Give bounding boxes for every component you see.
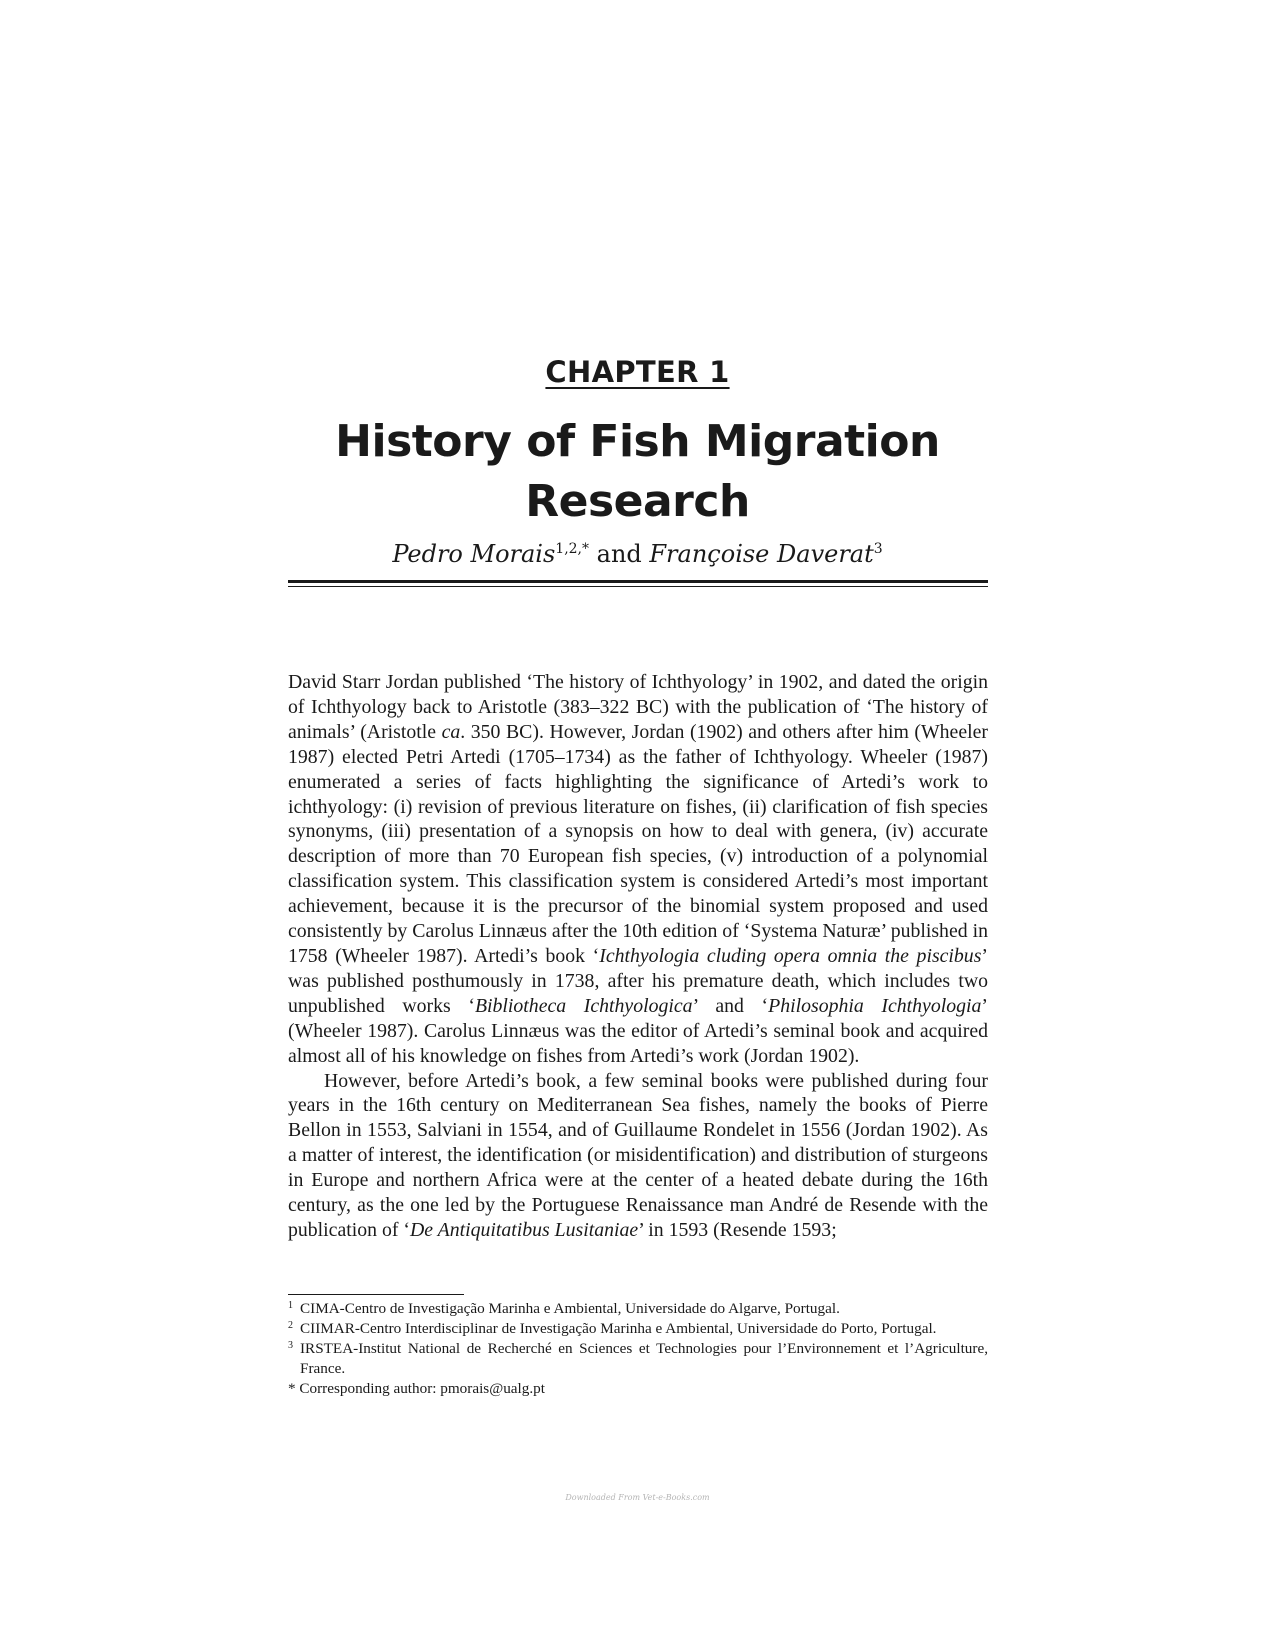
footnote-2-text: CIIMAR-Centro Interdisciplinar de Investigação Marinha e Ambiental, Universidade do Porto, Portugal. — [300, 1320, 937, 1337]
title-rule-thick — [288, 580, 988, 583]
paragraph-2-text-1: However, before Artedi’s book, a few seminal books were published during four years in the 16th century on Mediterranean Sea fishes, namely the books of Pierre Bellon in 1553, Salviani in 1554, and of Guillaume Rondelet in 1556 (Jordan 1902). As a matter of interest, the identification (or misidentification) and distribution of sturgeons in Europe and northern Africa were at the center of a heated debate during the 16th century, as the one led by the Portuguese Renaissance man André de Resende with the publication of ‘ — [288, 1069, 988, 1241]
footnote-1-text: CIMA-Centro de Investigação Marinha e Ambiental, Universidade do Algarve, Portugal. — [300, 1300, 840, 1317]
paragraph-1-italic-1: ca — [441, 720, 461, 743]
footnote-2 — [288, 1319, 988, 1339]
watermark: Downloaded From Vet-e-Books.com — [565, 1493, 710, 1502]
paragraph-1-italic-4: Philosophia Ichthyologia — [768, 994, 982, 1017]
paragraph-2-text-2: ’ in 1593 (Resende 1593; — [638, 1218, 837, 1241]
footnote-2-mark: 2 — [288, 1320, 293, 1331]
paragraph-1-text-2: . 350 BC). However, Jordan (1902) and others after him (Wheeler 1987) elected Petri Artedi (1705–1734) as the father of Ichthyology. Wheeler (1987) enumerated a series of facts highlighting the significance of Artedi’s work to ichthyology: (i) revision of previous literature on fishes, (ii) clarification of fish species synonyms, (iii) presentation of a synopsis on how to deal with genera, (iv) accurate description of more than 70 European fish species, (v) introduction of a polynomial classification system. This classification system is considered Artedi’s most important achievement, because it is the precursor of the binomial system proposed and used consistently by Carolus Linnæus after the 10th edition of ‘Systema Naturæ’ published in 1758 (Wheeler 1987). Artedi’s book ‘ — [288, 720, 988, 967]
footnote-rule — [288, 1294, 464, 1295]
footnotes — [288, 1299, 988, 1399]
author-1-affiliation: 1,2,* — [555, 541, 590, 557]
chapter-title — [0, 412, 1275, 532]
paragraph-1-text-1: David Starr Jordan published ‘The history of Ichthyology’ in 1902, and dated the origin of Ichthyology back to Aristotle (383–322 BC) with the publication of ‘The history of animals’ (Aristotle — [288, 671, 988, 743]
authors — [0, 540, 1275, 568]
author-2-affiliation: 3 — [873, 541, 883, 557]
paragraph-1-text-4: ’ and ‘ — [692, 994, 769, 1017]
paragraph-1-italic-3: Bibliotheca Ichthyologica — [474, 994, 693, 1017]
body-text — [288, 670, 988, 1243]
chapter-label: CHAPTER 1 — [545, 355, 730, 389]
title-rule-thin — [288, 586, 988, 587]
paragraph-1-italic-2: Ichthyologia cluding opera omnia the piscibus — [599, 944, 982, 967]
author-conjunction: and — [589, 540, 650, 568]
footnote-1 — [288, 1299, 988, 1319]
footnote-3 — [288, 1339, 988, 1379]
paragraph-1-text-3: ’ was published posthumously in 1738, after his premature death, which includes two unpublished works ‘ — [288, 944, 988, 1017]
author-1-name: Pedro Morais — [392, 540, 556, 568]
footnote-1-mark: 1 — [288, 1300, 293, 1311]
footnote-3-text: IRSTEA-Institut National de Recherché en Sciences et Technologies pour l’Environnement et l’Agriculture, France. — [300, 1340, 988, 1377]
paragraph-1-text-5: ’ (Wheeler 1987). Carolus Linnæus was the editor of Artedi’s seminal book and acquired almost all of his knowledge on fishes from Artedi’s work (Jordan 1902). — [288, 994, 988, 1067]
author-2-name: Françoise Daverat — [649, 540, 874, 568]
paragraph-2 — [288, 1069, 988, 1243]
corresponding-author: * Corresponding author: pmorais@ualg.pt — [288, 1380, 545, 1397]
chapter-title-line1: History of Fish Migration — [335, 416, 940, 467]
chapter-title-line2: Research — [525, 476, 750, 527]
paragraph-2-italic-1: De Antiquitatibus Lusitaniae — [409, 1218, 639, 1241]
paragraph-1 — [288, 670, 988, 1069]
footnote-3-mark: 3 — [288, 1340, 293, 1351]
